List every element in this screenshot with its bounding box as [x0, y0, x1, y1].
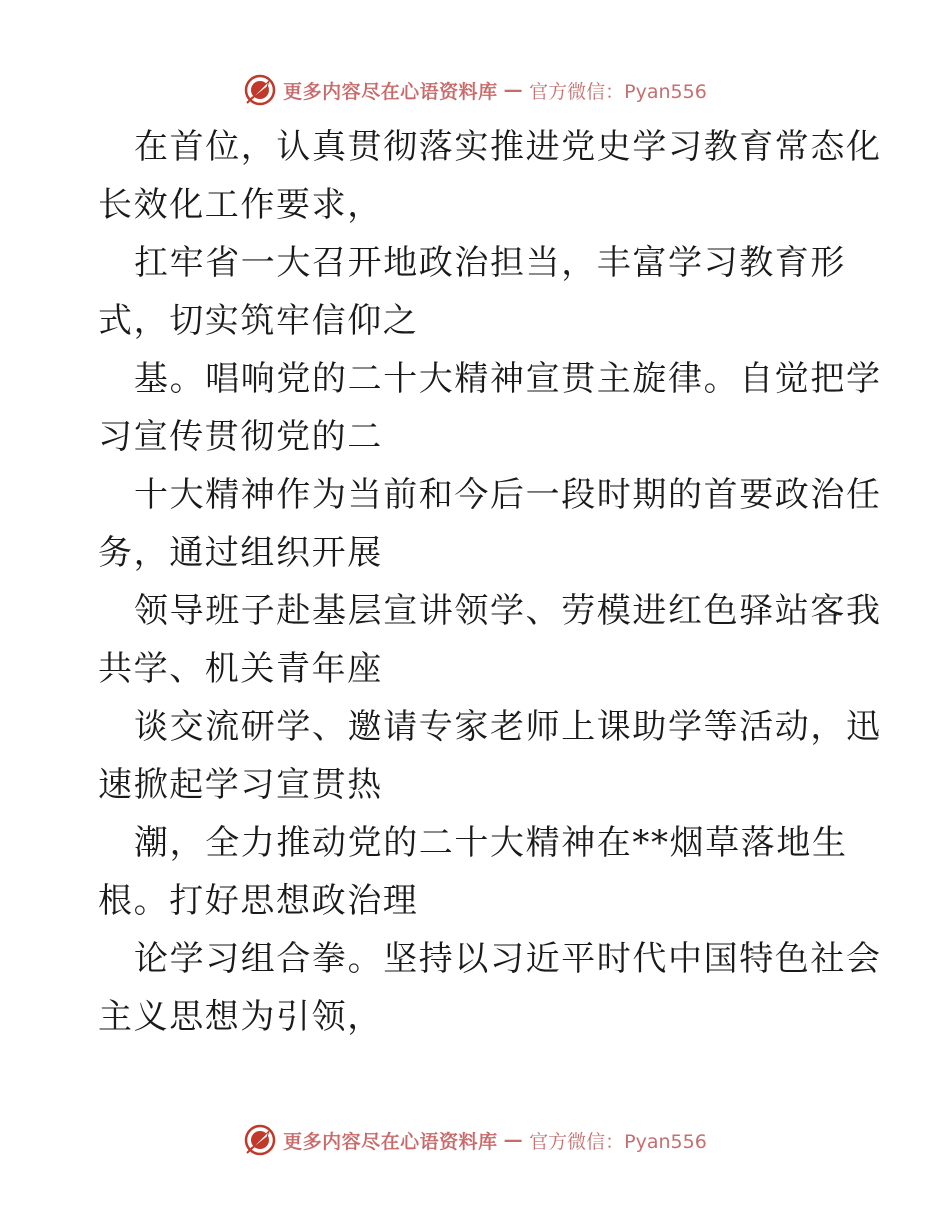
paragraph-line: 务，通过组织开展 [98, 533, 383, 573]
paragraph-line: 习宣传贯彻党的二 [98, 417, 383, 457]
footer-banner [0, 1120, 950, 1160]
paragraph-line: 领导班子赴基层宣讲领学、劳模进红色驿站客我 [134, 591, 882, 631]
pen-logo-icon [243, 73, 277, 107]
paragraph [98, 466, 882, 582]
pen-logo-icon [243, 1123, 277, 1157]
paragraph [98, 582, 882, 698]
footer-brand-text: 更多内容尽在心语资料库 [283, 1130, 498, 1153]
footer-wechat-text: 官方微信：Pyan556 [529, 1130, 707, 1153]
paragraph [98, 698, 882, 814]
document-body [98, 118, 882, 1046]
paragraph [98, 930, 882, 1046]
header-separator: — [503, 79, 524, 101]
header-wechat-text: 官方微信：Pyan556 [529, 80, 707, 103]
footer-separator: — [503, 1129, 524, 1151]
paragraph [98, 814, 858, 930]
paragraph-line: 速掀起学习宣贯热 [98, 765, 383, 805]
paragraph-line: 长效化工作要求， [98, 185, 383, 225]
paragraph-line: 十大精神作为当前和今后一段时期的首要政治任 [134, 475, 882, 515]
paragraph-line: 谈交流研学、邀请专家老师上课助学等活动，迅 [134, 707, 882, 747]
paragraph [98, 234, 858, 350]
paragraph [98, 350, 882, 466]
paragraph-line: 潮，全力推动党的二十大精神在**烟草落地生 [134, 823, 848, 863]
paragraph-line: 式，切实筑牢信仰之 [98, 301, 419, 341]
paragraph-line: 共学、机关青年座 [98, 649, 383, 689]
header-brand-text: 更多内容尽在心语资料库 [283, 80, 498, 103]
paragraph [98, 118, 882, 234]
paragraph-line: 在首位，认真贯彻落实推进党史学习教育常态化 [134, 127, 882, 167]
paragraph-line: 论学习组合拳。坚持以习近平时代中国特色社会 [134, 939, 882, 979]
paragraph-line: 扛牢省一大召开地政治担当，丰富学习教育形 [134, 243, 846, 283]
paragraph-line: 基。唱响党的二十大精神宣贯主旋律。自觉把学 [134, 359, 882, 399]
paragraph-line: 主义思想为引领， [98, 997, 383, 1037]
header-banner [0, 70, 950, 110]
paragraph-line: 根。打好思想政治理 [98, 881, 419, 921]
